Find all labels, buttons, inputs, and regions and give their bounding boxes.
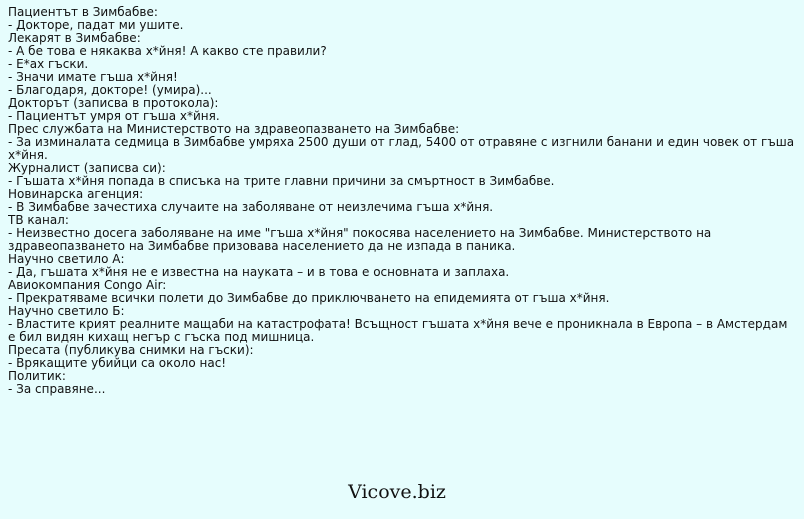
joke-line: - Благодаря, докторе! (умира)... — [8, 84, 212, 97]
joke-line: - За изминалата седмица в Зимбабве умряха 2500 души от глад, 5400 от отравяне с изгнили банани и един човек от гъша х*йня. — [8, 136, 795, 162]
joke-line: Журналист (записва си): — [8, 162, 166, 175]
joke-line: - А бе това е някаква х*йня! А какво сте правили? — [8, 45, 327, 58]
joke-line: ТВ канал: — [8, 214, 69, 227]
joke-line: Научно светило А: — [8, 253, 125, 266]
joke-line: - Значи имате гъша х*йня! — [8, 71, 178, 84]
joke-line: Докторът (записва в протокола): — [8, 97, 219, 110]
joke-line: Авиокомпания Congo Air: — [8, 279, 167, 292]
joke-line: Пациентът в Зимбабве: — [8, 6, 158, 19]
joke-line: - Е*ах гъски. — [8, 58, 89, 71]
joke-line: - Да, гъшата х*йня не е известна на науката – и в това е основната и заплаха. — [8, 266, 510, 279]
joke-line: - Неизвестно досега заболяване на име "гъша х*йня" покосява населението на Зимбабве. Министерството на здравеопазването на Зимбабве призовава населението да не изпада в паника. — [8, 227, 712, 253]
site-watermark: Vicove.biz — [348, 481, 446, 503]
joke-line: Прес службата на Министерството на здравеопазването на Зимбабве: — [8, 123, 460, 136]
joke-line: - Гъшата х*йня попада в списъка на трите главни причини за смъртност в Зимбабве. — [8, 175, 555, 188]
joke-line: - За справяне... — [8, 383, 106, 396]
joke-text — [8, 6, 798, 396]
joke-line: Лекарят в Зимбабве: — [8, 32, 141, 45]
joke-line: - Прекратяваме всички полети до Зимбабве до приключването на епидемията от гъша х*йня. — [8, 292, 610, 305]
joke-line: - Пациентът умря от гъша х*йня. — [8, 110, 220, 123]
joke-line: - Врякащите убийци са около нас! — [8, 357, 227, 370]
joke-line: - В Зимбабве зачестиха случаите на заболяване от неизлечима гъша х*йня. — [8, 201, 494, 214]
joke-line: Научно светило Б: — [8, 305, 125, 318]
joke-line: Пресата (публикува снимки на гъски): — [8, 344, 254, 357]
joke-line: Новинарска агенция: — [8, 188, 144, 201]
joke-line: - Докторе, падат ми ушите. — [8, 19, 184, 32]
joke-line: Политик: — [8, 370, 66, 383]
joke-line: - Властите крият реалните мащаби на катастрофата! Всъщност гъшата х*йня вече е проникнала в Европа – в Амстердам е бил видян кихащ негър с гъска под мишница. — [8, 318, 788, 344]
